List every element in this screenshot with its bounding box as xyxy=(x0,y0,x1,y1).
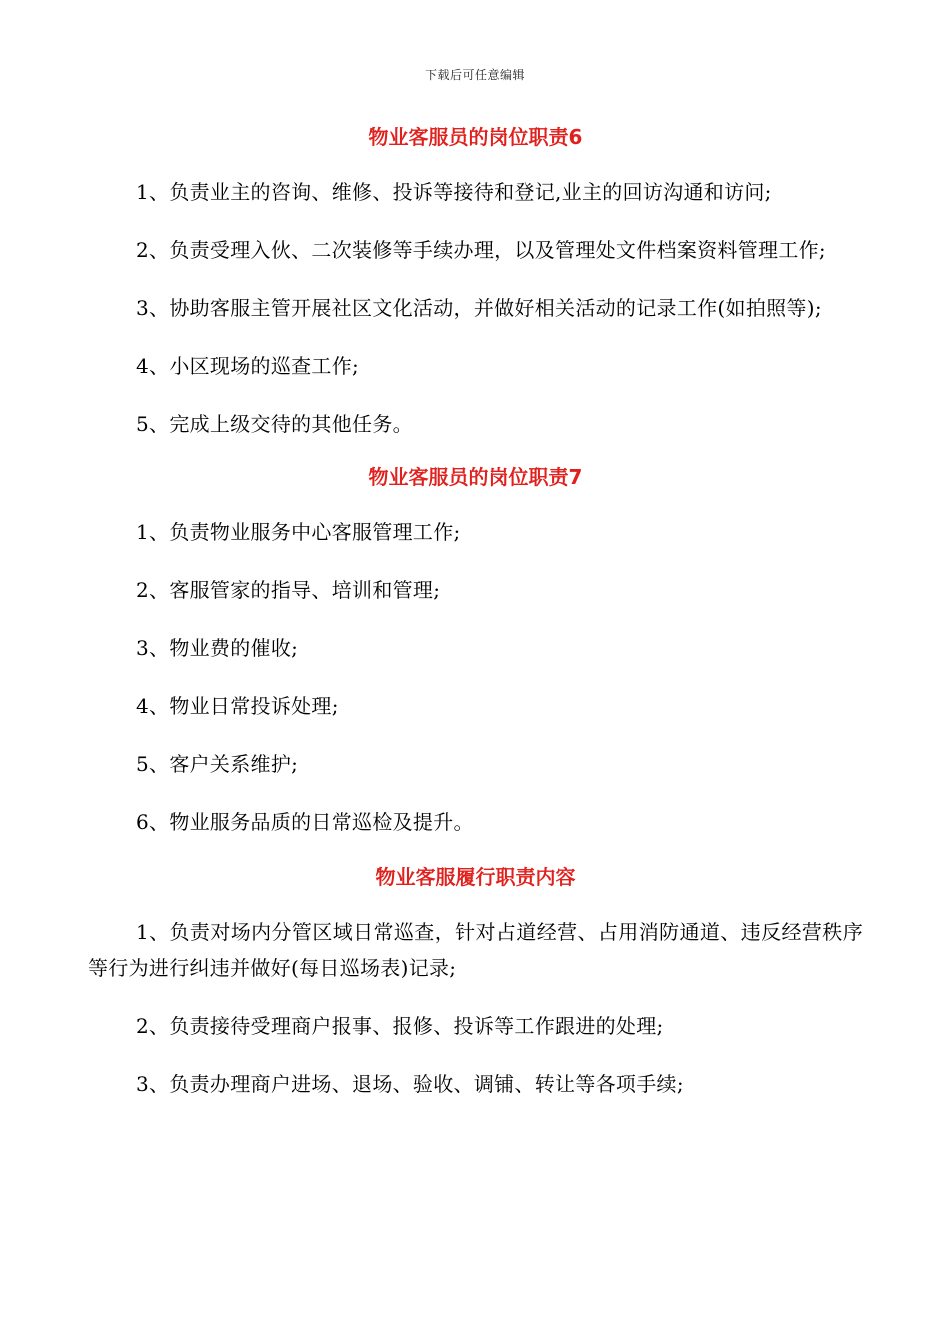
list-item: 4、小区现场的巡查工作; xyxy=(136,354,360,378)
list-item: 3、负责办理商户进场、退场、验收、调铺、转让等各项手续; xyxy=(136,1072,684,1096)
list-item: 2、客服管家的指导、培训和管理; xyxy=(136,578,441,602)
list-item: 2、负责受理入伙、二次装修等手续办理，以及管理处文件档案资料管理工作; xyxy=(136,238,826,262)
list-item: 6、物业服务品质的日常巡检及提升。 xyxy=(136,810,474,834)
document-body xyxy=(88,120,863,1102)
list-item: 5、完成上级交待的其他任务。 xyxy=(136,412,413,436)
section-title: 物业客服员的岗位职责7 xyxy=(368,465,583,489)
list-item: 1、负责对场内分管区域日常巡查，针对占道经营、占用消防通道、违反经营秩序等行为进行纠违并做好(每日巡场表)记录; xyxy=(88,920,863,980)
list-item: 2、负责接待受理商户报事、报修、投诉等工作跟进的处理; xyxy=(136,1014,664,1038)
list-item: 3、协助客服主管开展社区文化活动，并做好相关活动的记录工作(如拍照等); xyxy=(136,296,822,320)
list-item: 5、客户关系维护; xyxy=(136,752,299,776)
section-title: 物业客服履行职责内容 xyxy=(375,865,576,889)
list-item: 1、负责物业服务中心客服管理工作; xyxy=(136,520,461,544)
list-item: 3、物业费的催收; xyxy=(136,636,299,660)
list-item: 4、物业日常投诉处理; xyxy=(136,694,339,718)
section-title: 物业客服员的岗位职责6 xyxy=(368,125,583,149)
list-item: 1、负责业主的咨询、维修、投诉等接待和登记,业主的回访沟通和访问; xyxy=(136,180,772,204)
header-note: 下载后可任意编辑 xyxy=(424,68,525,82)
